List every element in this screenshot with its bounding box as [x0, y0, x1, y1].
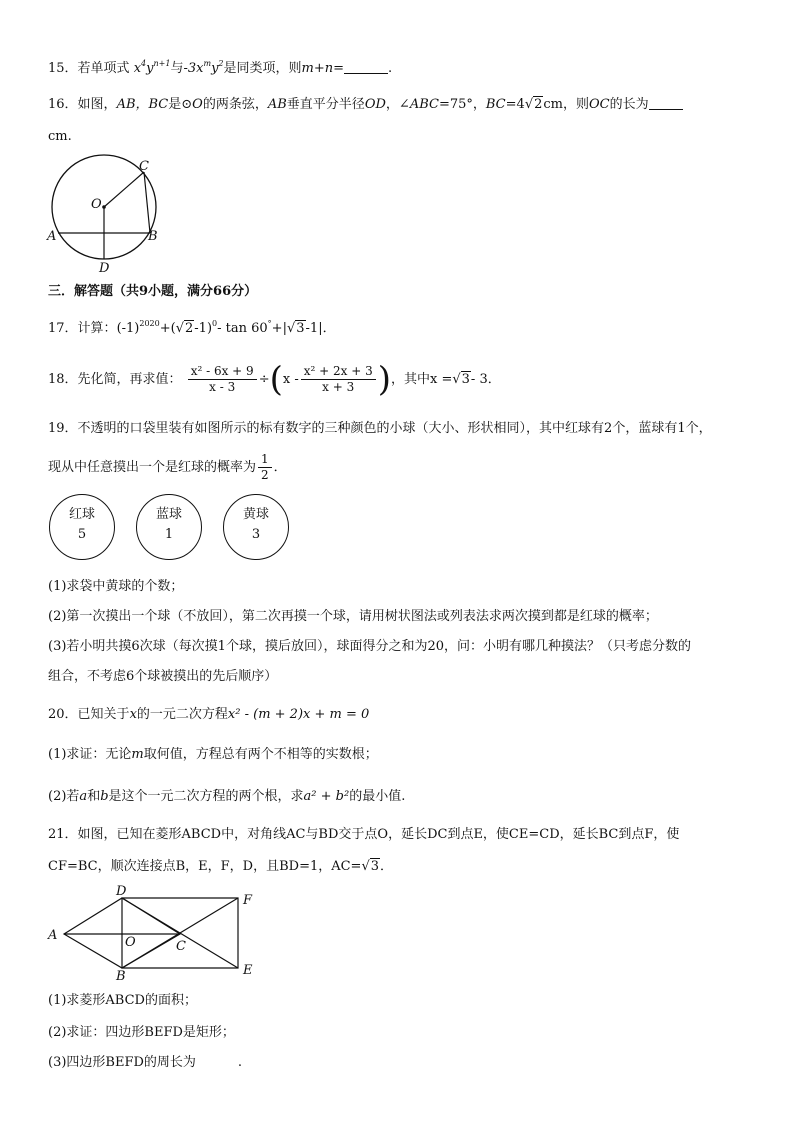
- q18-divide: ÷: [258, 372, 270, 387]
- ball-red-name: 红球: [68, 507, 95, 522]
- q21-line-2a: CF=BC，顺次连接点B，E，F，D，且BD=1，AC=: [48, 859, 362, 874]
- q19-half-den: 2: [261, 468, 269, 482]
- q19-line-2: 现从中任意摸出一个是红球的概率为: [48, 460, 257, 475]
- q16-text-7: =4: [505, 97, 525, 112]
- q16-bc: BC: [485, 97, 506, 112]
- q19-line-2-wrap: [48, 452, 287, 483]
- q15-number: 15．: [48, 61, 78, 76]
- q21-rhombus-figure: [44, 880, 274, 980]
- segment-oc: [104, 172, 144, 207]
- q19-part-3b: 组合，不考虑6个球被摸出的先后顺序）: [48, 669, 278, 684]
- label-d: D: [99, 261, 110, 276]
- q16-text-8: cm，则: [543, 97, 589, 112]
- label-c: C: [176, 939, 186, 954]
- q19-half: [258, 452, 272, 483]
- q16-number: 16．: [48, 97, 78, 112]
- q17-degree: °: [267, 319, 272, 328]
- q21-p3-text: (3)四边形BEFD的周长为: [48, 1055, 196, 1070]
- q17-zero-exp: 0: [212, 319, 218, 328]
- q20-text-2: 的一元二次方程: [136, 707, 228, 722]
- q16-ab-bc: AB，BC: [116, 97, 169, 112]
- q20-p2c: 的最小值.: [349, 789, 406, 804]
- question-20: [48, 706, 369, 724]
- q17-radicand-3: 3: [296, 321, 305, 336]
- q16-unit: cm.: [48, 129, 72, 144]
- label-c: C: [139, 159, 149, 174]
- q19-part-2: (2)第一次摸出一个球（不放回），第二次再摸一个球，请用树状图法或列表法求两次摸到都是红球的概率；: [48, 609, 658, 624]
- q19-line-1: 不透明的口袋里装有如图所示的标有数字的三种颜色的小球（大小、形状相同），其中红球有2个，蓝球有1个，: [77, 421, 712, 436]
- q20-text: 已知关于: [77, 707, 130, 722]
- question-18: 18．先化简，再求值： $\frac{\text{x² - 6x + 9}}{x - 3}$ ÷(x - $\frac{\text{x² + 2x + 3}}{x + 3}$ )，其中x =√3- 3．: [48, 359, 501, 400]
- q16-text: 如图，: [77, 97, 117, 112]
- center-dot: [102, 205, 106, 209]
- label-b: B: [116, 969, 126, 980]
- q16-text-5: ，∠: [385, 97, 410, 112]
- q15-text-3: 是同类项，则: [223, 61, 302, 76]
- q18-x: x -: [282, 372, 299, 387]
- q18-radicand: 3: [461, 372, 470, 387]
- q17-expr-e: +|: [271, 321, 287, 336]
- q20-p1b: 取何值，方程总有两个不相等的实数根；: [143, 747, 378, 762]
- q16-text-2: 是⊙: [168, 97, 193, 112]
- ball-blue: [136, 494, 202, 560]
- q15-end: .: [388, 61, 393, 76]
- q17-exponent: 2020: [139, 319, 160, 328]
- q20-part-1: [48, 746, 378, 764]
- question-21: [48, 826, 679, 844]
- q17-expr-d: - tan 60: [217, 321, 268, 336]
- q16-text-6: =75°，: [438, 97, 486, 112]
- q18-frac1-den: x - 3: [209, 380, 236, 394]
- label-f: F: [243, 893, 253, 908]
- q16-ab: AB: [267, 97, 287, 112]
- label-a: A: [48, 928, 58, 943]
- q18-fraction-2: [301, 364, 376, 395]
- ball-yellow-value: 3: [251, 527, 261, 542]
- q16-text-3: 的两条弦，: [202, 97, 268, 112]
- q17-number: 17．: [48, 321, 78, 336]
- q15-mn: m+n=: [301, 61, 345, 76]
- q18-frac1-num: x² - 6x + 9: [188, 364, 257, 380]
- q15-answer-blank: [344, 61, 388, 74]
- q21-line-2-wrap: CF=BC，顺次连接点B，E，F，D，且BD=1，AC=√3．: [48, 859, 394, 874]
- q18-text-3: - 3．: [470, 372, 501, 387]
- q18-number: 18．: [48, 372, 78, 387]
- q21-part-3: [48, 1054, 242, 1072]
- q16-answer-blank: [649, 97, 683, 110]
- q19-half-num: 1: [258, 452, 272, 468]
- question-16: 16．如图，AB，BC是⊙O的两条弦，AB垂直平分半径OD，∠ABC=75°，BC=4√2cm，则OC的长为: [48, 96, 683, 114]
- q19-number: 19．: [48, 421, 78, 436]
- label-a: A: [47, 229, 57, 244]
- q19-line-2-end: ．: [273, 460, 287, 475]
- q16-od: OD: [364, 97, 386, 112]
- label-b: B: [148, 229, 158, 244]
- question-17: 17．计算：$(-1)^{2020}+(√2-1)^0-$ tan 60°+|√3-1|．: [48, 319, 336, 336]
- q21-line-1: 如图，已知在菱形ABCD中，对角线AC与BD交于点O，延长DC到点E，使CE=CD，延长BC到点F，使: [77, 827, 680, 842]
- q20-b: b: [100, 789, 109, 804]
- q15-monomial-1: $x^4y^{n+1}$: [133, 59, 171, 76]
- q21-number: 21．: [48, 827, 78, 842]
- q18-frac2-den: x + 3: [322, 380, 355, 394]
- q21-radicand: 3: [370, 859, 380, 874]
- ball-yellow-name: 黄球: [242, 507, 269, 522]
- q18-text-2: ，其中: [390, 372, 430, 387]
- q21-part-1: (1)求菱形ABCD的面积；: [48, 993, 197, 1008]
- label-o: O: [125, 935, 136, 950]
- q20-p2a: (2)若: [48, 789, 80, 804]
- q15-text: 若单项式: [77, 61, 130, 76]
- q19-part-3a: (3)若小明共摸6次球（每次摸1个球，摸后放回），球面得分之和为20，问：小明有哪几种摸法？（只考虑分数的: [48, 639, 691, 654]
- q16-abc: ABC: [409, 97, 439, 112]
- q20-equation: x² - (m + 2)x + m = 0: [227, 707, 370, 722]
- q20-and: 和: [87, 789, 101, 804]
- q17-expr-a: (-1): [116, 321, 140, 336]
- q17-expr-c: -1): [194, 321, 213, 336]
- ball-blue-name: 蓝球: [155, 507, 182, 522]
- q20-x: x: [129, 707, 137, 722]
- q15-monomial-2: $-3x^my^2$: [183, 59, 224, 76]
- label-e: E: [243, 963, 253, 978]
- q20-m: m: [131, 747, 144, 762]
- label-o: O: [91, 197, 102, 212]
- q20-part-2: [48, 788, 405, 806]
- q16-oc: OC: [589, 97, 610, 112]
- q16-text-4: 垂直平分半径: [286, 97, 365, 112]
- q17-expr-b: +(: [159, 321, 176, 336]
- q18-xeq: x =: [429, 372, 453, 387]
- q18-fraction-1: [188, 364, 257, 395]
- q15-text-2: 与: [170, 61, 184, 76]
- q17-radicand-2: 2: [185, 321, 194, 336]
- ball-red: [49, 494, 115, 560]
- label-d: D: [116, 884, 127, 899]
- q21-line-2b: ．: [380, 859, 394, 874]
- ball-yellow: [223, 494, 289, 560]
- q18-frac2-num: x² + 2x + 3: [301, 364, 376, 380]
- section-3-title: 三．解答题（共9小题，满分66分）: [48, 284, 258, 299]
- q16-circle-figure: [44, 152, 174, 280]
- q18-text: 先化简，再求值：: [77, 372, 182, 387]
- q19-part-1: (1)求袋中黄球的个数；: [48, 579, 184, 594]
- q16-text-9: 的长为: [609, 97, 649, 112]
- q20-expr: a² + b²: [303, 789, 350, 804]
- q16-radicand: 2: [534, 97, 543, 112]
- q16-o: O: [192, 97, 203, 112]
- q20-number: 20．: [48, 707, 78, 722]
- question-15: [48, 60, 392, 78]
- q20-a: a: [79, 789, 88, 804]
- q17-text: 计算：: [77, 321, 117, 336]
- q20-p1a: (1)求证：无论: [48, 747, 132, 762]
- q21-p3-end: .: [237, 1055, 243, 1070]
- ball-blue-value: 1: [164, 527, 174, 542]
- q17-expr-f: -1|．: [305, 321, 336, 336]
- ball-red-value: 5: [77, 527, 87, 542]
- q21-part-2: (2)求证：四边形BEFD是矩形；: [48, 1025, 235, 1040]
- q20-p2b: 是这个一元二次方程的两个根，求: [108, 789, 304, 804]
- question-19: [48, 420, 712, 438]
